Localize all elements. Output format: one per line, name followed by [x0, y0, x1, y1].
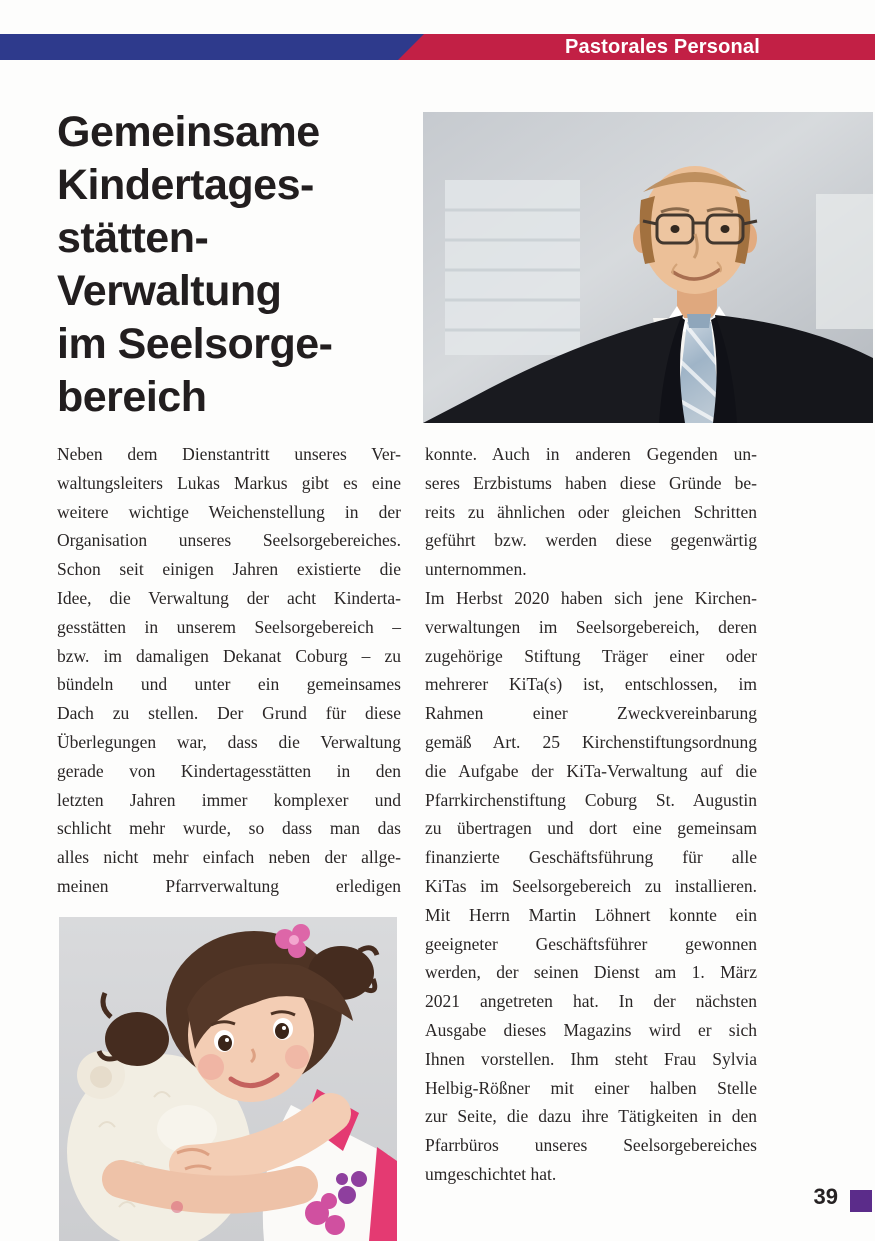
- text-line: 2021 angetreten hat. In der nächsten: [425, 991, 757, 1012]
- header-red-band: [380, 34, 875, 60]
- page-corner-square: [850, 1190, 872, 1212]
- text-line: mehrerer KiTa(s) ist, entschlossen, im: [425, 674, 757, 695]
- title-line: Verwaltung: [57, 267, 282, 315]
- text-line: gesstätten in unserem Seelsorgebereich –: [57, 616, 401, 637]
- text-line: konnte. Auch in anderen Gegenden un-: [425, 444, 757, 464]
- section-header-bar: [0, 34, 875, 60]
- text-line: Pfarrkirchenstiftung Coburg St. Augustin: [425, 789, 757, 810]
- portrait-illustration: [423, 112, 873, 423]
- text-line: geeigneter Geschäftsführer gewonnen: [425, 933, 757, 954]
- article-title: [57, 106, 422, 424]
- text-line: Neben dem Dienstantritt unseres Ver-: [57, 444, 401, 464]
- text-line: unternommen.: [425, 559, 527, 580]
- text-line: schlicht mehr wurde, so dass man das: [57, 818, 401, 839]
- text-line: meinen Pfarrverwaltung erledigen: [57, 875, 401, 896]
- body-column-left: [57, 440, 401, 901]
- text-line: die Aufgabe der KiTa-Verwaltung auf die: [425, 760, 757, 781]
- text-line: Ausgabe dieses Magazins wird er sich: [425, 1019, 757, 1040]
- text-line: zur Seite, die dazu ihre Tätigkeiten in den: [425, 1106, 757, 1127]
- text-line: bzw. im damaligen Dekanat Coburg – zu: [57, 645, 401, 666]
- text-line: waltungsleiters Lukas Markus gibt es eine: [57, 472, 401, 493]
- text-line: finanzierte Geschäftsführung für alle: [425, 847, 757, 868]
- text-line: Mit Herrn Martin Löhnert konnte ein: [425, 904, 757, 925]
- body-column-right: [425, 440, 757, 1189]
- text-line: verwaltungen im Seelsorgebereich, deren: [425, 616, 757, 637]
- text-line: alles nicht mehr einfach neben der allge-: [57, 847, 401, 868]
- text-line: seres Erzbistums haben diese Gründe be-: [425, 472, 757, 493]
- text-line: weitere wichtige Weichenstellung in der: [57, 501, 401, 522]
- text-line: letzten Jahren immer komplexer und: [57, 789, 401, 810]
- text-line: umgeschichtet hat.: [425, 1163, 557, 1184]
- title-line: im Seelsorge-: [57, 320, 333, 368]
- text-line: KiTas im Seelsorgebereich zu installieren.: [425, 875, 757, 896]
- text-line: Schon seit einigen Jahren existierte die: [57, 559, 401, 580]
- text-line: Helbig-Rößner mit einer halben Stelle: [425, 1077, 757, 1098]
- text-line: reits zu ähnlichen oder gleichen Schritten: [425, 501, 757, 522]
- text-line: gemäß Art. 25 Kirchenstiftungsordnung: [425, 731, 757, 752]
- text-line: Organisation unseres Seelsorgebereiches.: [57, 530, 401, 551]
- text-line: gerade von Kindertagesstätten in den: [57, 760, 401, 781]
- title-line: stätten-: [57, 214, 209, 262]
- text-line: zugehörige Stiftung Träger einer oder: [425, 645, 757, 666]
- portrait-photo: [423, 112, 873, 423]
- text-line: Überlegungen war, dass die Verwaltung: [57, 731, 401, 752]
- text-line: geführt bzw. werden diese gegenwärtig: [425, 530, 757, 551]
- title-line: bereich: [57, 373, 207, 421]
- text-line: zu übertragen und dort eine gemeinsam: [425, 818, 757, 839]
- text-line: Ihnen vorstellen. Ihm steht Frau Sylvia: [425, 1048, 757, 1069]
- title-line: Kindertages-: [57, 161, 314, 209]
- title-line: Gemeinsame: [57, 108, 320, 156]
- text-line: werden, der seinen Dienst am 1. März: [425, 962, 757, 983]
- child-illustration: [59, 917, 397, 1241]
- page-number: 39: [813, 1184, 838, 1209]
- text-line: Dach zu stellen. Der Grund für diese: [57, 703, 401, 724]
- text-line: Pfarrbüros unseres Seelsorgebereiches: [425, 1135, 757, 1156]
- text-line: Rahmen einer Zweckvereinbarung: [425, 703, 757, 724]
- text-line: Idee, die Verwaltung der acht Kinderta-: [57, 587, 401, 608]
- text-line: bündeln und unter ein gemeinsames: [57, 674, 401, 695]
- text-line: Im Herbst 2020 haben sich jene Kirchen-: [425, 587, 757, 608]
- section-title: Pastorales Personal: [564, 35, 760, 58]
- child-photo: [59, 917, 397, 1241]
- header-blue-band: [0, 34, 424, 60]
